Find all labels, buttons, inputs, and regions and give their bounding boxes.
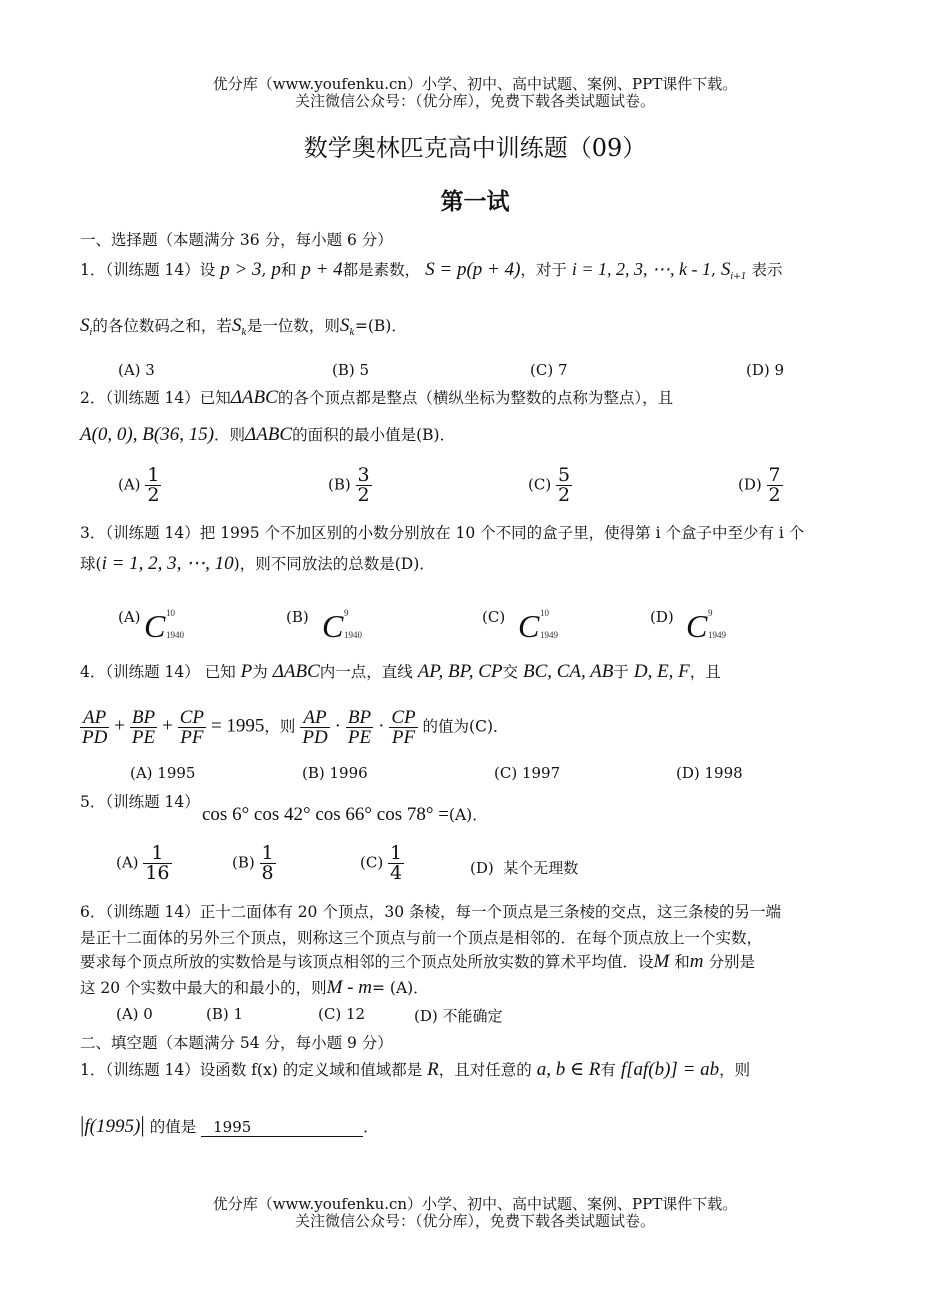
question-5-expression: cos 6° cos 42° cos 66° cos 78° =(A)．	[202, 804, 488, 825]
answer-blank: 1995	[201, 1118, 363, 1137]
q6-option-b: (B) 1	[206, 1005, 244, 1023]
q3-option-a: (A) C 10 1940	[118, 608, 184, 644]
q4-option-a: (A) 1995	[130, 764, 196, 782]
q2-option-a: (A) $\frac{1}{2}$	[118, 464, 160, 506]
q3-option-d: (D) C 9 1949	[650, 608, 726, 644]
question-3-line-2: 球(i = 1, 2, 3, ⋯, 10)，则不同放法的总数是(D)．	[80, 553, 435, 574]
q2-option-d: (D) $\frac{7}{2}$	[738, 464, 781, 506]
question-6-line-3: 要求每个顶点所放的实数恰是与该顶点相邻的三个顶点处所放实数的算术平均值．设M 和m 分别是	[80, 951, 755, 972]
question-6-line-2: 是正十二面体的另外三个顶点，则称这三个顶点与前一个顶点是相邻的．在每个顶点放上一个实数，	[80, 929, 763, 947]
footer-line-1: 优分库（www.youfenku.cn）小学、初中、高中试题、案例、PPT课件下载。	[212, 1195, 738, 1213]
q6-option-c: (C) 12	[318, 1005, 366, 1023]
q4-option-b: (B) 1996	[302, 764, 368, 782]
q6-option-a: (A) 0	[116, 1005, 153, 1023]
q6-option-d: (D) 不能确定	[414, 1007, 503, 1025]
q5-option-a: (A) $\frac{1}{16}$	[116, 842, 170, 884]
q3-option-b: (B) C 9 1940	[286, 608, 362, 644]
question-4-line-2: $\frac{AP}{PD}$ + $\frac{BP}{PE}$ + $\frac{CP}{PF}$ = 1995，则 $\frac{AP}{PD}$ · $\frac{BP}{PE}$ · $\frac{CP}{PF}$ 的值为(C)．	[82, 707, 509, 748]
q3-option-c: (C) C 10 1949	[482, 608, 558, 644]
section-heading-choice: 一、选择题（本题满分 36 分，每小题 6 分）	[80, 231, 393, 249]
header-line-1: 优分库（www.youfenku.cn）小学、初中、高中试题、案例、PPT课件下载。	[212, 75, 738, 93]
q5-option-c: (C) $\frac{1}{4}$	[360, 842, 403, 884]
q4-option-d: (D) 1998	[676, 764, 743, 782]
question-1-line-2: $S_i$的各位数码之和，若$S_k$是一位数，则$S_k=(B)$．	[80, 315, 407, 339]
page-subtitle: 第一试	[440, 188, 510, 215]
q1-option-c: (C) 7	[530, 361, 568, 379]
q5-option-b: (B) $\frac{1}{8}$	[232, 842, 274, 884]
q2-option-b: (B) $\frac{3}{2}$	[328, 464, 370, 506]
q1-option-d: (D) 9	[746, 361, 785, 379]
question-5-prefix: 5．（训练题 14）	[80, 793, 200, 811]
question-1-line-1: 1．（训练题 14）设 p > 3, p和 p + 4都是素数， S = p(p + 4)，对于 i = 1, 2, 3, ⋯, k - 1, $S_{i+1}$ 表示	[80, 259, 783, 283]
question-2-line-1: 2．（训练题 14）已知ΔABC的各个顶点都是整点（横纵坐标为整数的点称为整点），且	[80, 387, 674, 408]
question-4-line-1: 4．（训练题 14） 已知 P为 ΔABC内一点，直线 AP, BP, CP交 BC, CA, AB于 D, E, F，且	[80, 661, 721, 682]
q4-option-c: (C) 1997	[494, 764, 561, 782]
q1-option-a: (A) 3	[118, 361, 155, 379]
question-6-line-4: 这 20 个实数中最大的和最小的，则M - m= (A)．	[80, 977, 429, 998]
q2-option-c: (C) $\frac{5}{2}$	[528, 464, 571, 506]
fill-question-1-line-2: |f(1995)| 的值是 1995 ．	[80, 1112, 379, 1137]
question-6-line-1: 6．（训练题 14）正十二面体有 20 个顶点，30 条棱，每一个顶点是三条棱的交点，这三条棱的另一端	[80, 903, 781, 921]
section-heading-fill: 二、填空题（本题满分 54 分，每小题 9 分）	[80, 1034, 393, 1052]
header-line-2: 关注微信公众号：（优分库），免费下载各类试题试卷。	[294, 92, 655, 110]
fill-question-1-line-1: 1．（训练题 14）设函数 f(x) 的定义域和值域都是 R，且对任意的 a, b ∈ R有 f[af(b)] = ab，则	[80, 1059, 751, 1080]
question-3-line-1: 3．（训练题 14）把 1995 个不加区别的小数分别放在 10 个不同的盒子里，使得第 i 个盒子中至少有 i 个	[80, 524, 805, 542]
page-title: 数学奥林匹克高中训练题（09）	[303, 134, 647, 162]
footer-line-2: 关注微信公众号：（优分库），免费下载各类试题试卷。	[294, 1212, 655, 1230]
question-2-line-2: A(0, 0), B(36, 15)．则ΔABC的面积的最小值是(B)．	[80, 424, 456, 445]
q5-option-d: (D) 某个无理数	[470, 859, 579, 877]
q1-option-b: (B) 5	[332, 361, 370, 379]
